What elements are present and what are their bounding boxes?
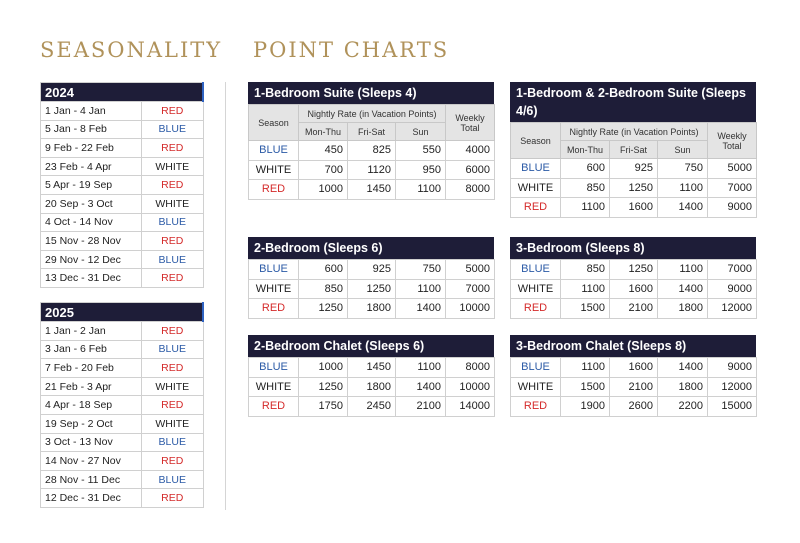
table-row (41, 489, 204, 508)
weekly-total-points: 7000 (446, 279, 495, 299)
sun-points: 750 (396, 260, 446, 280)
weekly-total-points: 12000 (708, 299, 757, 319)
date-range: 14 Nov - 27 Nov (41, 452, 142, 471)
points-table (510, 122, 757, 218)
table-row (41, 102, 204, 121)
season-label: WHITE (249, 160, 299, 180)
table-row (41, 377, 204, 396)
mon-thu-points: 1000 (299, 358, 348, 378)
table-row (41, 194, 204, 213)
season-label: BLUE (142, 120, 204, 139)
fri-sat-points: 825 (348, 141, 396, 161)
table-row (249, 260, 495, 280)
point-chart-2-bedroom (248, 237, 494, 319)
date-range: 3 Oct - 13 Nov (41, 433, 142, 452)
points-table (510, 259, 757, 319)
mon-thu-points: 850 (561, 178, 610, 198)
season-label: BLUE (142, 250, 204, 269)
table-row (41, 359, 204, 378)
mon-thu-points: 700 (299, 160, 348, 180)
chart-title: 1-Bedroom Suite (Sleeps 4) (248, 82, 494, 104)
table-row (41, 232, 204, 251)
table-row (511, 178, 757, 198)
mon-thu-header: Mon-Thu (299, 123, 348, 141)
season-label: BLUE (142, 470, 204, 489)
season-label: WHITE (511, 279, 561, 299)
mon-thu-header: Mon-Thu (561, 141, 610, 159)
mon-thu-points: 1250 (299, 299, 348, 319)
fri-sat-points: 925 (610, 159, 658, 179)
table-row (249, 358, 495, 378)
table-row (41, 250, 204, 269)
table-row (249, 377, 495, 397)
weekly-total-points: 15000 (708, 397, 757, 417)
season-label: RED (142, 396, 204, 415)
sun-points: 1400 (658, 198, 708, 218)
sun-header: Sun (396, 123, 446, 141)
fri-sat-points: 2600 (610, 397, 658, 417)
mon-thu-points: 1100 (561, 358, 610, 378)
mon-thu-points: 1500 (561, 299, 610, 319)
weekly-total-points: 9000 (708, 279, 757, 299)
sun-points: 1400 (658, 279, 708, 299)
season-label: BLUE (142, 433, 204, 452)
season-label: RED (142, 232, 204, 251)
date-range: 23 Feb - 4 Apr (41, 157, 142, 176)
weekly-total-points: 14000 (446, 397, 495, 417)
fri-sat-points: 1600 (610, 279, 658, 299)
point-chart-1-2-bedroom-suite (510, 82, 756, 218)
mon-thu-points: 1100 (561, 279, 610, 299)
year-header: 2025 (41, 303, 204, 322)
chart-title: 1-Bedroom & 2-Bedroom Suite (Sleeps 4/6) (510, 82, 756, 122)
weekly-total-header: Weekly Total (446, 105, 495, 141)
mon-thu-points: 1100 (561, 198, 610, 218)
fri-sat-points: 1120 (348, 160, 396, 180)
mon-thu-points: 600 (299, 260, 348, 280)
date-range: 5 Apr - 19 Sep (41, 176, 142, 195)
weekly-total-points: 5000 (708, 159, 757, 179)
table-row (41, 452, 204, 471)
mon-thu-points: 1250 (299, 377, 348, 397)
fri-sat-points: 1250 (348, 279, 396, 299)
table-row (511, 358, 757, 378)
season-label: RED (142, 489, 204, 508)
season-label: WHITE (142, 414, 204, 433)
season-label: BLUE (511, 260, 561, 280)
point-chart-3-bedroom-chalet (510, 335, 756, 417)
sun-points: 1400 (396, 377, 446, 397)
date-range: 3 Jan - 6 Feb (41, 340, 142, 359)
season-label: RED (142, 269, 204, 288)
season-label: WHITE (142, 194, 204, 213)
points-table (510, 357, 757, 417)
weekly-total-points: 10000 (446, 377, 495, 397)
table-row (41, 470, 204, 489)
season-label: WHITE (511, 178, 561, 198)
fri-sat-points: 1600 (610, 198, 658, 218)
season-label: RED (142, 322, 204, 341)
mon-thu-points: 850 (299, 279, 348, 299)
point-chart-3-bedroom (510, 237, 756, 319)
season-label: RED (511, 299, 561, 319)
table-row (511, 159, 757, 179)
weekly-total-points: 9000 (708, 358, 757, 378)
sun-points: 2100 (396, 397, 446, 417)
mon-thu-points: 1900 (561, 397, 610, 417)
mon-thu-points: 1750 (299, 397, 348, 417)
date-range: 9 Feb - 22 Feb (41, 139, 142, 158)
season-label: WHITE (511, 377, 561, 397)
seasonality-table-2024 (40, 82, 204, 288)
table-row (511, 299, 757, 319)
fri-sat-points: 1800 (348, 299, 396, 319)
weekly-total-points: 5000 (446, 260, 495, 280)
section-divider (225, 82, 226, 510)
nightly-rate-header: Nightly Rate (in Vacation Points) (299, 105, 446, 123)
sun-points: 550 (396, 141, 446, 161)
sun-points: 1100 (396, 180, 446, 200)
table-row (41, 139, 204, 158)
season-label: RED (142, 139, 204, 158)
season-label: WHITE (249, 279, 299, 299)
fri-sat-points: 2100 (610, 299, 658, 319)
table-row (41, 213, 204, 232)
season-label: BLUE (249, 141, 299, 161)
date-range: 4 Apr - 18 Sep (41, 396, 142, 415)
date-range: 1 Jan - 4 Jan (41, 102, 142, 121)
season-label: BLUE (511, 159, 561, 179)
season-column-header: Season (249, 105, 299, 141)
season-label: BLUE (142, 213, 204, 232)
fri-sat-points: 1450 (348, 358, 396, 378)
season-label: RED (142, 176, 204, 195)
weekly-total-points: 8000 (446, 180, 495, 200)
season-label: WHITE (142, 157, 204, 176)
season-label: BLUE (249, 260, 299, 280)
seasonality-table-2025 (40, 302, 204, 508)
table-row (41, 176, 204, 195)
sun-points: 950 (396, 160, 446, 180)
date-range: 7 Feb - 20 Feb (41, 359, 142, 378)
date-range: 12 Dec - 31 Dec (41, 489, 142, 508)
season-column-header: Season (511, 123, 561, 159)
mon-thu-points: 850 (561, 260, 610, 280)
date-range: 4 Oct - 14 Nov (41, 213, 142, 232)
season-label: RED (142, 359, 204, 378)
table-row (41, 269, 204, 288)
mon-thu-points: 1500 (561, 377, 610, 397)
table-row (41, 157, 204, 176)
fri-sat-header: Fri-Sat (610, 141, 658, 159)
chart-title: 3-Bedroom (Sleeps 8) (510, 237, 756, 259)
seasonality-heading: SEASONALITY (40, 38, 223, 62)
season-label: WHITE (249, 377, 299, 397)
sun-points: 1100 (658, 260, 708, 280)
table-row (249, 180, 495, 200)
points-table (248, 104, 495, 200)
weekly-total-points: 9000 (708, 198, 757, 218)
date-range: 21 Feb - 3 Apr (41, 377, 142, 396)
fri-sat-points: 1600 (610, 358, 658, 378)
date-range: 15 Nov - 28 Nov (41, 232, 142, 251)
table-row (41, 340, 204, 359)
fri-sat-points: 1450 (348, 180, 396, 200)
weekly-total-points: 7000 (708, 178, 757, 198)
sun-points: 750 (658, 159, 708, 179)
sun-points: 1800 (658, 377, 708, 397)
nightly-rate-header: Nightly Rate (in Vacation Points) (561, 123, 708, 141)
table-row (511, 397, 757, 417)
mon-thu-points: 1000 (299, 180, 348, 200)
fri-sat-points: 1250 (610, 260, 658, 280)
fri-sat-points: 1800 (348, 377, 396, 397)
mon-thu-points: 600 (561, 159, 610, 179)
fri-sat-header: Fri-Sat (348, 123, 396, 141)
season-label: RED (142, 452, 204, 471)
weekly-total-points: 8000 (446, 358, 495, 378)
table-row (249, 397, 495, 417)
chart-title: 2-Bedroom (Sleeps 6) (248, 237, 494, 259)
fri-sat-points: 1250 (610, 178, 658, 198)
sun-points: 1100 (658, 178, 708, 198)
points-table (248, 357, 495, 417)
table-row (249, 141, 495, 161)
mon-thu-points: 450 (299, 141, 348, 161)
sun-points: 1400 (396, 299, 446, 319)
season-label: RED (142, 102, 204, 121)
season-label: RED (511, 397, 561, 417)
table-row (511, 260, 757, 280)
table-row (41, 414, 204, 433)
season-label: BLUE (142, 340, 204, 359)
table-row (41, 396, 204, 415)
weekly-total-points: 10000 (446, 299, 495, 319)
point-chart-1-bedroom-suite (248, 82, 494, 200)
season-label: WHITE (142, 377, 204, 396)
date-range: 19 Sep - 2 Oct (41, 414, 142, 433)
date-range: 5 Jan - 8 Feb (41, 120, 142, 139)
table-row (41, 322, 204, 341)
date-range: 28 Nov - 11 Dec (41, 470, 142, 489)
weekly-total-header: Weekly Total (708, 123, 757, 159)
date-range: 20 Sep - 3 Oct (41, 194, 142, 213)
table-row (41, 433, 204, 452)
season-label: RED (249, 397, 299, 417)
season-label: BLUE (511, 358, 561, 378)
chart-title: 3-Bedroom Chalet (Sleeps 8) (510, 335, 756, 357)
sun-points: 1100 (396, 358, 446, 378)
point-chart-2-bedroom-chalet (248, 335, 494, 417)
season-label: RED (249, 299, 299, 319)
sun-points: 1100 (396, 279, 446, 299)
fri-sat-points: 2100 (610, 377, 658, 397)
table-row (511, 279, 757, 299)
table-row (511, 377, 757, 397)
weekly-total-points: 6000 (446, 160, 495, 180)
table-row (511, 198, 757, 218)
weekly-total-points: 4000 (446, 141, 495, 161)
year-header: 2024 (41, 83, 204, 102)
table-row (249, 160, 495, 180)
table-row (249, 279, 495, 299)
season-label: BLUE (249, 358, 299, 378)
sun-points: 1400 (658, 358, 708, 378)
sun-header: Sun (658, 141, 708, 159)
date-range: 29 Nov - 12 Dec (41, 250, 142, 269)
fri-sat-points: 925 (348, 260, 396, 280)
table-row (249, 299, 495, 319)
chart-title: 2-Bedroom Chalet (Sleeps 6) (248, 335, 494, 357)
weekly-total-points: 12000 (708, 377, 757, 397)
fri-sat-points: 2450 (348, 397, 396, 417)
sun-points: 2200 (658, 397, 708, 417)
point-charts-heading: POINT CHARTS (253, 38, 450, 62)
date-range: 1 Jan - 2 Jan (41, 322, 142, 341)
sun-points: 1800 (658, 299, 708, 319)
date-range: 13 Dec - 31 Dec (41, 269, 142, 288)
season-label: RED (249, 180, 299, 200)
points-table (248, 259, 495, 319)
season-label: RED (511, 198, 561, 218)
weekly-total-points: 7000 (708, 260, 757, 280)
table-row (41, 120, 204, 139)
